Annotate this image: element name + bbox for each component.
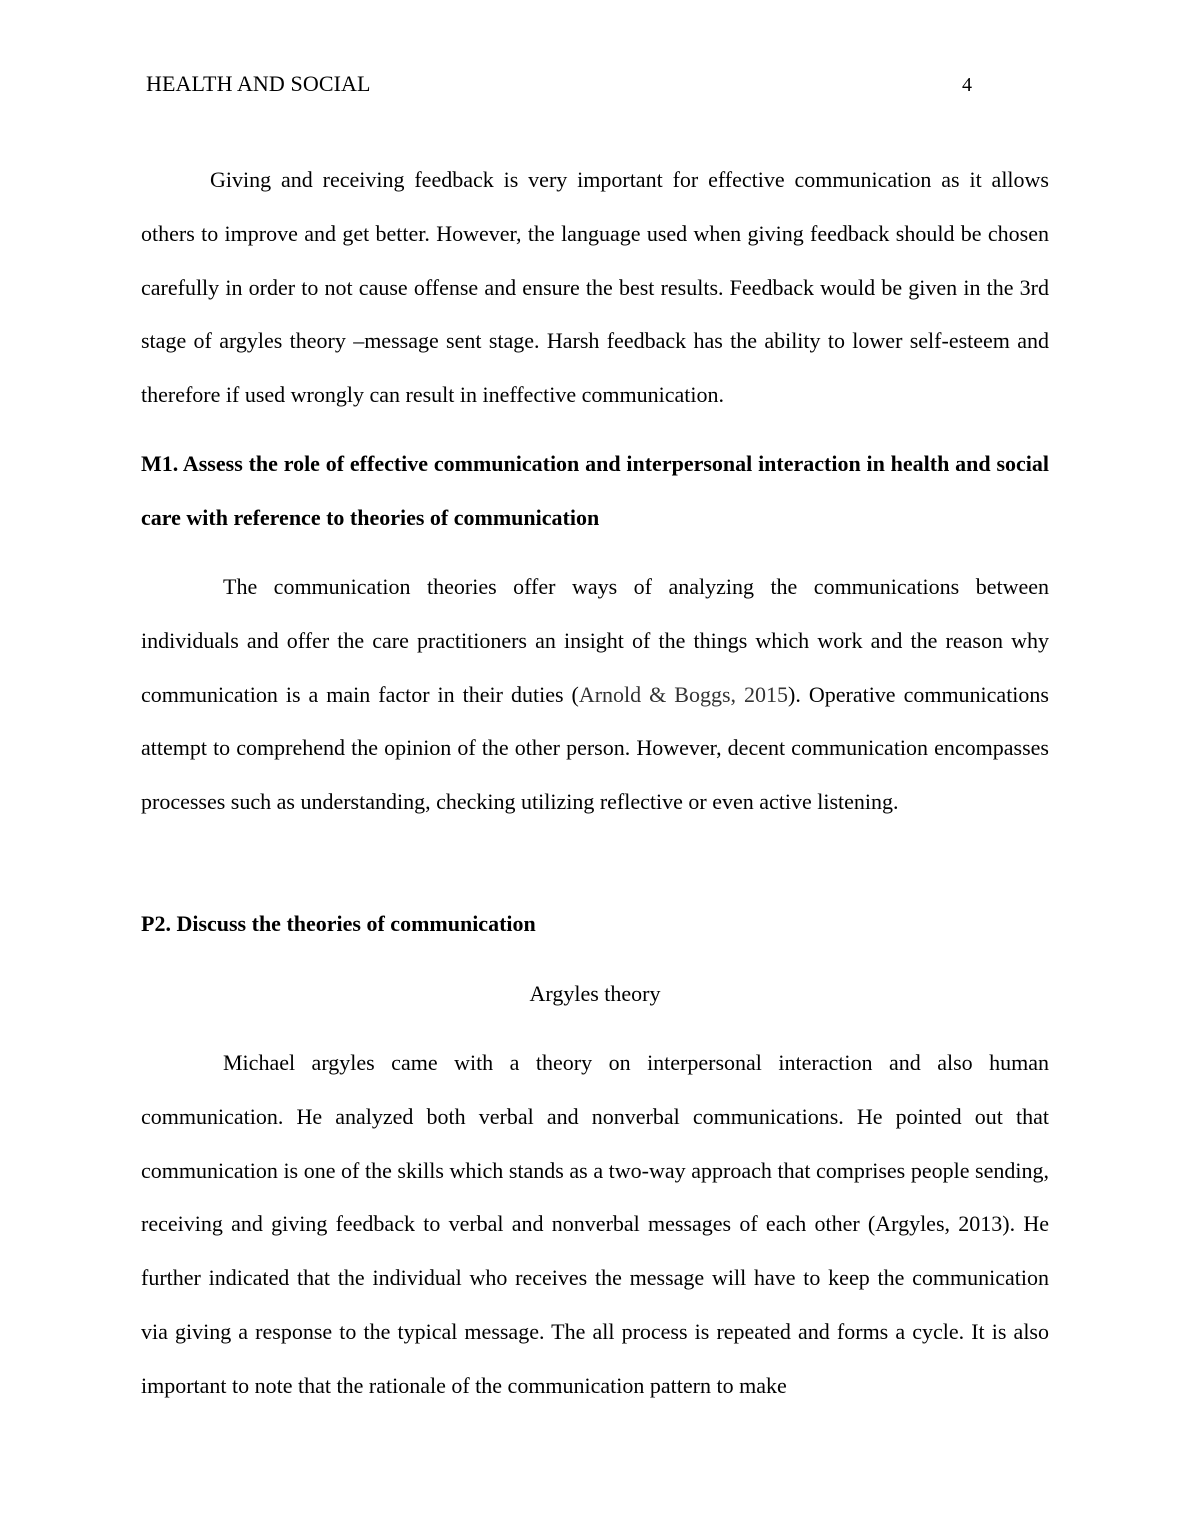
- paragraph-communication-theories: [141, 560, 1049, 829]
- heading-m1: M1. Assess the role of effective communication and interpersonal interaction in health and social care with reference to theories of communication: [141, 451, 1049, 530]
- paragraph-text-before-citation: The communication theories offer ways of analyzing the communications between individuals and offer the care practitioners an insight of the things which work and the reason why communication is a main factor in their duties (: [141, 574, 1049, 707]
- citation-arnold-boggs: Arnold & Boggs, 2015: [578, 681, 789, 707]
- heading-p2: P2. Discuss the theories of communication: [141, 911, 536, 936]
- page-number: 4: [962, 74, 972, 96]
- paragraph-argyles-theory: Michael argyles came with a theory on interpersonal interaction and also human communication. He analyzed both verbal and nonverbal communications. He pointed out that communication is one of the skills which stands as a two-way approach that comprises people sending, receiving and giving feedback to verbal and nonverbal messages of each other (Argyles, 2013). He further indicated that the individual who receives the message will have to keep the communication via giving a response to the typical message. The all process is repeated and forms a cycle. It is also important to note that the rationale of the communication pattern to make: [141, 1050, 1049, 1398]
- paragraph-feedback: Giving and receiving feedback is very important for effective communication as it allows others to improve and get better. However, the language used when giving feedback should be chosen carefully in order to not cause offense and ensure the best results. Feedback would be given in the 3rd stage of argyles theory –message sent stage. Harsh feedback has the ability to lower self-esteem and therefore if used wrongly can result in ineffective communication.: [141, 167, 1049, 408]
- running-head: HEALTH AND SOCIAL: [146, 71, 371, 96]
- paragraph-text-after-citation: ). Operative communications attempt to comprehend the opinion of the other person. However, decent communication encompasses processes such as understanding, checking utilizing reflective or even active listening.: [141, 681, 1049, 815]
- section-subtitle: Argyles theory: [529, 981, 661, 1006]
